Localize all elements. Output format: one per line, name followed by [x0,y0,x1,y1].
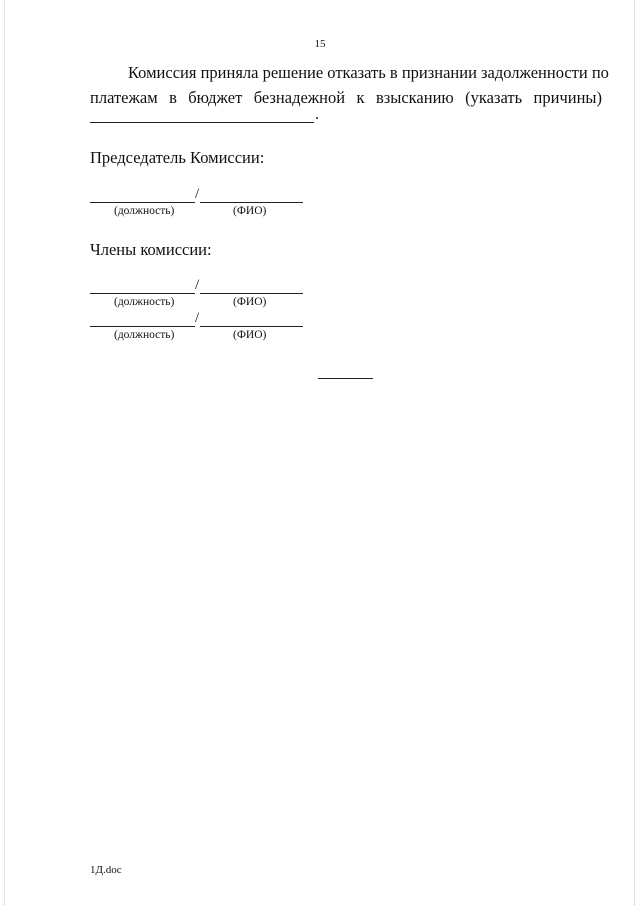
document-end-line [318,378,373,379]
member-2-name-caption: (ФИО) [233,329,267,341]
member-2-position-caption: (должность) [114,329,175,341]
member-1-position-blank [90,293,195,294]
decision-text-line-1: Комиссия приняла решение отказать в признании задолженности по [128,63,609,82]
right-margin-scan-artifact [634,0,636,905]
member-1-name-caption: (ФИО) [233,296,267,308]
member-2-name-blank [200,326,303,327]
reason-end-period: . [315,106,319,123]
members-heading: Члены комиссии: [90,240,212,259]
decision-text-line-2: платежам в бюджет безнадежной к взысканию (указать причины) [90,88,602,107]
member-2-separator: / [195,310,200,326]
footer-filename: 1Д.doc [90,864,122,876]
member-1-separator: / [195,277,200,293]
chairman-position-caption: (должность) [114,205,175,217]
left-margin-scan-artifact [4,0,6,905]
chairman-name-blank [200,202,303,203]
member-1-position-caption: (должность) [114,296,175,308]
page-number: 15 [314,38,326,50]
member-1-name-blank [200,293,303,294]
chairman-name-caption: (ФИО) [233,205,267,217]
chairman-position-blank [90,202,195,203]
chairman-heading: Председатель Комиссии: [90,148,265,167]
reason-blank-line [90,122,314,123]
chairman-separator: / [195,186,200,202]
member-2-position-blank [90,326,195,327]
